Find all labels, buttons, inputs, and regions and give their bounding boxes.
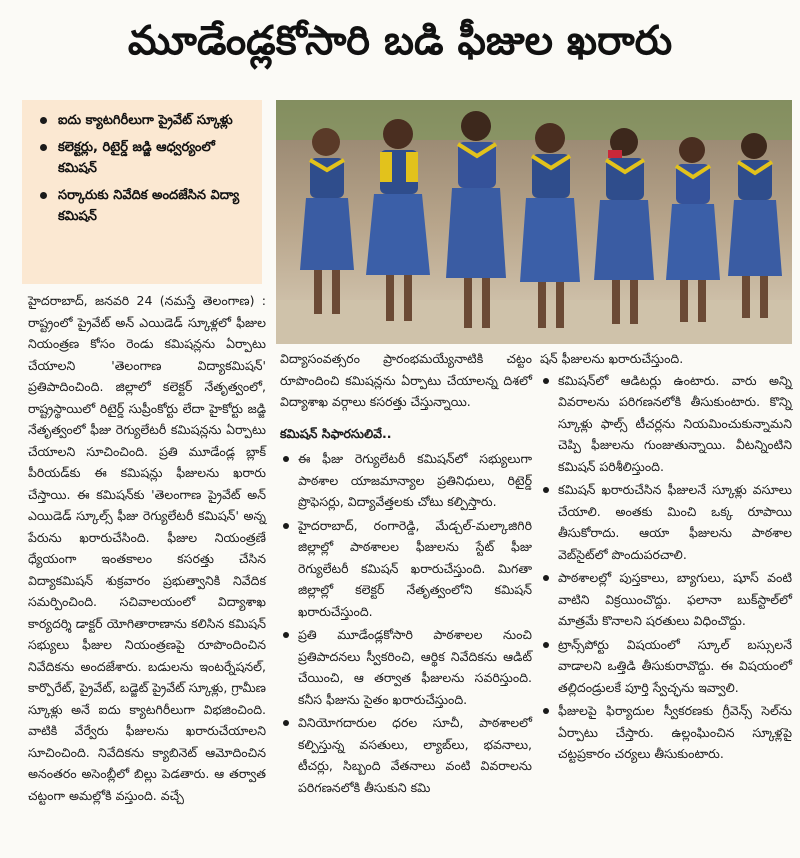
article-paragraph: విద్యాసంవత్సరం ప్రారంభమయ్యేనాటికి చట్టం రూపొందించి కమిషన్లను ఏర్పాటు చేయాలన్న దిశలో విద్యాశాఖ వర్గాలు కసరత్తు చేస్తున్నాయి.: [280, 351, 532, 409]
recommendation-item: పాఠశాలల్లో పుస్తకాలు, బ్యాగులు, షూస్ వంటి వాటిని విక్రయించొద్దు. ఫలానా బుక్‌స్టాల్‌లో మాత్రమే కొనాలని షరతులు విధించొద్దు.: [540, 567, 792, 632]
recommendation-item: హైదరాబాద్, రంగారెడ్డి, మేడ్చల్-మల్కాజిగిరి జిల్లాల్లో పాఠశాలల ఫీజులను స్టేట్ ఫీజు రెగ్యులేటరీ కమిషన్ ఖరారుచేస్తుంది. మిగతా జిల్లాల్లో కలెక్టర్ నేతృత్వంలోని కమిషన్ ఖరారుచేస్తుంది.: [280, 515, 532, 623]
article-column-2: [280, 348, 532, 800]
recommendation-item: ట్రాన్స్‌పోర్టు విషయంలో స్కూల్ బస్సులనే వాడాలని ఒత్తిడి తీసుకురావొద్దు. ఈ విషయంలో తల్లిదండ్రులకే పూర్తి స్వేచ్ఛను ఇవ్వాలి.: [540, 634, 792, 699]
students-photo-icon: [276, 100, 792, 344]
recommendation-item: కమిషన్ ఖరారుచేసిన ఫీజులనే స్కూళ్లు వసూలు చేయాలి. అంతకు మించి ఒక్క రూపాయి తీసుకోరాదు. ఆయా ఫీజులను పాఠశాల వెబ్‌సైట్‌లో పొందుపరచాలి.: [540, 479, 792, 565]
recommendation-item: ఈ ఫీజు రెగ్యులేటరీ కమిషన్‌లో సభ్యులుగా పాఠశాల యాజమాన్యాల ప్రతినిధులు, రిటైర్డ్ ప్రొఫెసర్లు, విద్యావేత్తలకు చోటు కల్పిస్తారు.: [280, 448, 532, 513]
highlight-item: కలెక్టర్లు, రిటైర్డ్ జడ్జి ఆధ్వర్యంలో కమిషన్: [36, 137, 252, 179]
article-paragraph: షన్ ఫీజులను ఖరారుచేస్తుంది.: [540, 351, 684, 366]
article-paragraph: హైదరాబాద్, జనవరి 24 (నమస్తే తెలంగాణ) : రాష్ట్రంలో ప్రైవేట్ అన్ ఎయిడెడ్ స్కూళ్లలో ఫీజుల నియంత్రణ కోసం రెండు కమిషన్లను ఏర్పాటు చేయాలని 'తెలంగాణ విద్యాకమిషన్' ప్రతిపాదించింది. జిల్లాలో కలెక్టర్ నేతృత్వంలో, రాష్ట్రస్థాయిలో రిటైర్డ్ సుప్రీంకోర్టు లేదా హైకోర్టు జడ్జి నేతృత్వంలో ఫీజు రెగ్యులేటరీ కమిషన్లను ఏర్పాటు చేయాలని సూచించింది. ప్రతి మూడేండ్ల బ్లాక్ పీరియడ్‌కు ఈ కమిషన్లు ఫీజులను ఖరారు చేస్తాయి. ఈ కమిషన్‌కు 'తెలంగాణ ప్రైవేట్ అన్ ఎయిడెడ్ స్కూల్స్ ఫీజు రెగ్యులేటరీ కమిషన్' అన్న పేరును ఖరారుచేసింది. ఫీజుల నియంత్రణే ధ్యేయంగా ఇంతకాలం కసరత్తు చేసిన విద్యాకమిషన్ శుక్రవారం ప్రభుత్వానికి నివేదిక సమర్పించింది. సచివాలయంలో విద్యాశాఖ కార్యదర్శి డాక్టర్ యోగితారాణాను కలిసిన కమిషన్ సభ్యులు ఫీజుల నియంత్రణపై రూపొందించిన నివేదికను అందజేశారు. బడులను ఇంటర్నేషనల్, కార్పొరేట్, ప్రైవేట్, బడ్జెట్ ప్రైవేట్ స్కూళ్లు, గ్రామీణ స్కూళ్లు అనే ఐదు క్యాటగిరీలుగా విభజించింది. వాటికి వేర్వేరు ఫీజులను ఖరారుచేయాలని సూచించింది. నివేదికను క్యాబినెట్ ఆమోదించిన అనంతరం అసెంబ్లీలో బిల్లు పెడతారు. ఆ తర్వాత చట్టంగా అమల్లోకి వస్తుంది. వచ్చే: [28, 293, 266, 803]
recommendation-item: ఫీజులపై ఫిర్యాదుల స్వీకరణకు గ్రీవెన్స్ సెల్‌ను ఏర్పాటు చేస్తారు. ఉల్లంఘించిన స్కూళ్లపై చట్టప్రకారం చర్యలు తీసుకుంటారు.: [540, 700, 792, 765]
article-column-3: [540, 348, 792, 767]
article-column-1: [28, 290, 266, 806]
highlights-box: [22, 100, 262, 284]
recommendation-item: కమిషన్‌లో ఆడిటర్లు ఉంటారు. వారు అన్ని వివరాలను పరిగణనలోకి తీసుకుంటారు. కొన్ని స్కూళ్లు ఫాల్స్ టీచర్లను నియమించుకున్నామని చెప్పి ఫీజులను గుంజుతున్నాయి. వీటన్నింటిని కమిషన్ పరిశీలిస్తుంది.: [540, 370, 792, 478]
headline: మూడేండ్లకోసారి బడి ఫీజుల ఖరారు: [127, 18, 673, 64]
highlight-item: ఐదు క్యాటగిరీలుగా ప్రైవేట్ స్కూళ్లు: [36, 110, 252, 131]
students-photo: [276, 100, 792, 344]
recommendation-item: ప్రతి మూడేండ్లకోసారి పాఠశాలల నుంచి ప్రతిపాదనలు స్వీకరించి, ఆర్థిక నివేదికను ఆడిట్ చేయించి, ఆ తర్వాత ఫీజులను సవరిస్తుంది. కనీస ఫీజును సైతం ఖరారుచేస్తుంది.: [280, 624, 532, 710]
recommendation-item: వినియోగదారుల ధరల సూచీ, పాఠశాలలో కల్పిస్తున్న వసతులు, ల్యాబ్‌లు, భవనాలు, టీచర్లు, సిబ్బంది వేతనాలు వంటి వివరాలను పరిగణనలోకి తీసుకుని కమి: [280, 712, 532, 798]
section-subheading: కమిషన్ సిఫారసులివే..: [280, 425, 392, 441]
highlight-item: సర్కారుకు నివేదిక అందజేసిన విద్యా కమిషన్: [36, 185, 252, 227]
